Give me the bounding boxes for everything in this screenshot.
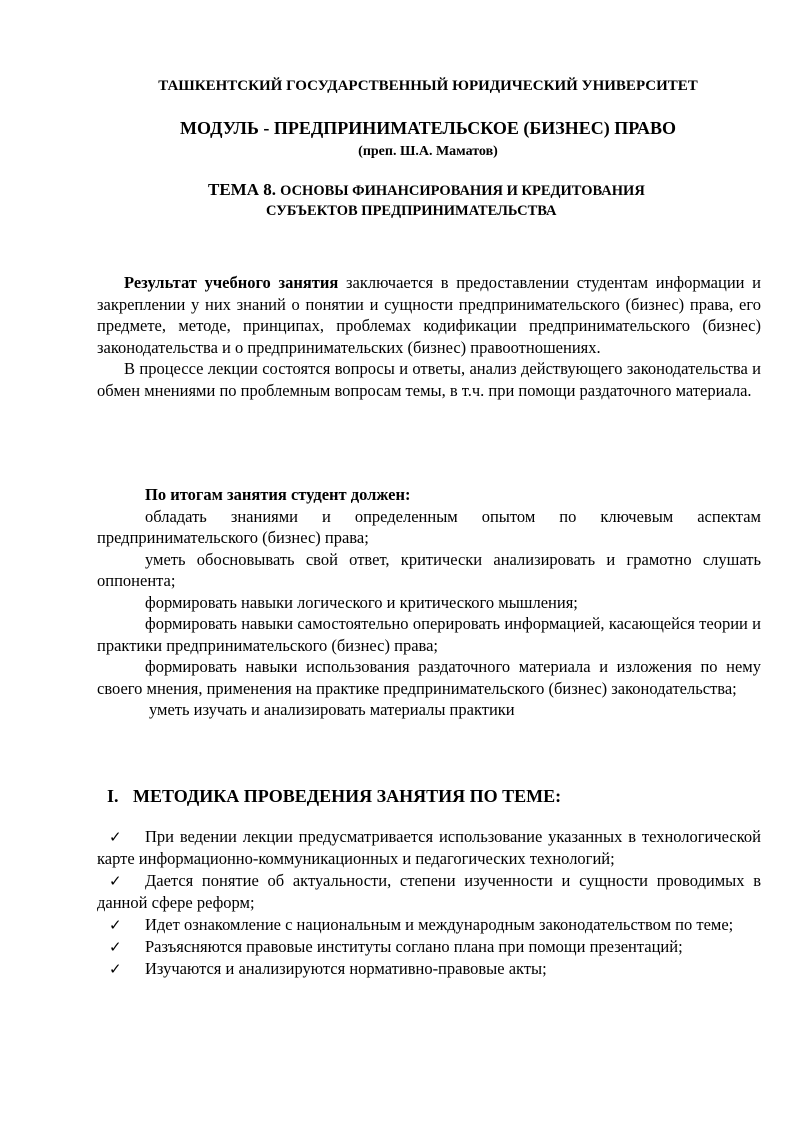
outcome-item: обладать знаниями и определенным опытом по ключевым аспектам предпринимательского (бизнес) права; bbox=[97, 506, 761, 547]
topic-prefix: ТЕМА 8. bbox=[208, 180, 276, 199]
checklist-item-text: При ведении лекции предусматривается использование указанных в технологической карте информационно-коммуникационных и педагогических технологий; bbox=[97, 827, 761, 868]
result-paragraph bbox=[97, 272, 761, 358]
section-title: МЕТОДИКА ПРОВЕДЕНИЯ ЗАНЯТИЯ ПО ТЕМЕ: bbox=[133, 786, 562, 806]
checkmark-icon: ✓ bbox=[109, 872, 122, 890]
module-title: МОДУЛЬ - ПРЕДПРИНИМАТЕЛЬСКОЕ (БИЗНЕС) ПРАВО bbox=[180, 118, 676, 138]
topic-title-1: ОСНОВЫ ФИНАНСИРОВАНИЯ И КРЕДИТОВАНИЯ bbox=[280, 183, 645, 199]
checklist-item-text: Изучаются и анализируются нормативно-правовые акты; bbox=[145, 959, 547, 978]
checklist-item bbox=[97, 936, 761, 958]
result-bold: Результат учебного занятия bbox=[124, 273, 339, 292]
checklist-item bbox=[97, 826, 761, 870]
section-heading bbox=[107, 786, 561, 807]
topic-title-2: СУБЪЕКТОВ ПРЕДПРИНИМАТЕЛЬСТВА bbox=[266, 203, 557, 219]
methods-checklist bbox=[97, 826, 761, 980]
checklist-item-text: Идет ознакомление с национальным и международным законодательством по теме; bbox=[145, 915, 734, 934]
teacher-name: (преп. Ш.А. Маматов) bbox=[358, 144, 498, 159]
checkmark-icon: ✓ bbox=[109, 828, 122, 846]
checklist-item bbox=[97, 914, 761, 936]
outcome-item: уметь обосновывать свой ответ, критически анализировать и грамотно слушать оппонента; bbox=[97, 549, 761, 590]
outcome-item: формировать навыки самостоятельно оперировать информацией, касающейся теории и практики предпринимательского (бизнес) права; bbox=[97, 614, 761, 655]
section-number: I. bbox=[107, 786, 119, 806]
outcomes-block bbox=[97, 484, 761, 721]
checklist-item bbox=[97, 870, 761, 914]
outcome-item: формировать навыки логического и критического мышления; bbox=[145, 592, 578, 612]
intro-block bbox=[97, 272, 761, 401]
checklist-item-text: Дается понятие об актуальности, степени изученности и сущности проводимых в данной сфере реформ; bbox=[97, 871, 761, 912]
university-title: ТАШКЕНТСКИЙ ГОСУДАРСТВЕННЫЙ ЮРИДИЧЕСКИЙ УНИВЕРСИТЕТ bbox=[158, 78, 698, 94]
checkmark-icon: ✓ bbox=[109, 916, 122, 934]
checklist-item-text: Разъясняются правовые институты соглано плана при помощи презентаций; bbox=[145, 937, 683, 956]
lecture-paragraph: В процессе лекции состоятся вопросы и ответы, анализ действующего законодательства и обмен мнениями по проблемным вопросам темы, в т.ч. при помощи раздаточного материала. bbox=[97, 359, 761, 400]
outcome-item: формировать навыки использования раздаточного материала и изложения по нему своего мнения, применения на практике предпринимательского (бизнес) законодательства; bbox=[97, 657, 761, 698]
checklist-item bbox=[97, 958, 761, 980]
checkmark-icon: ✓ bbox=[109, 938, 122, 956]
checkmark-icon: ✓ bbox=[109, 960, 122, 978]
result-text: заключается в предоставлении студентам информации и закреплении у них знаний о понятии и сущности предпринимательского (бизнес) права, его предмете, методе, принципах, проблемах кодификации предпринимательского (бизнес) законодательства и о предпринимательских (бизнес) правоотношениях. bbox=[97, 273, 761, 357]
outcomes-title: По итогам занятия студент должен: bbox=[145, 485, 411, 504]
topic-line-1 bbox=[208, 180, 645, 201]
outcome-item: уметь изучать и анализировать материалы практики bbox=[149, 700, 515, 719]
